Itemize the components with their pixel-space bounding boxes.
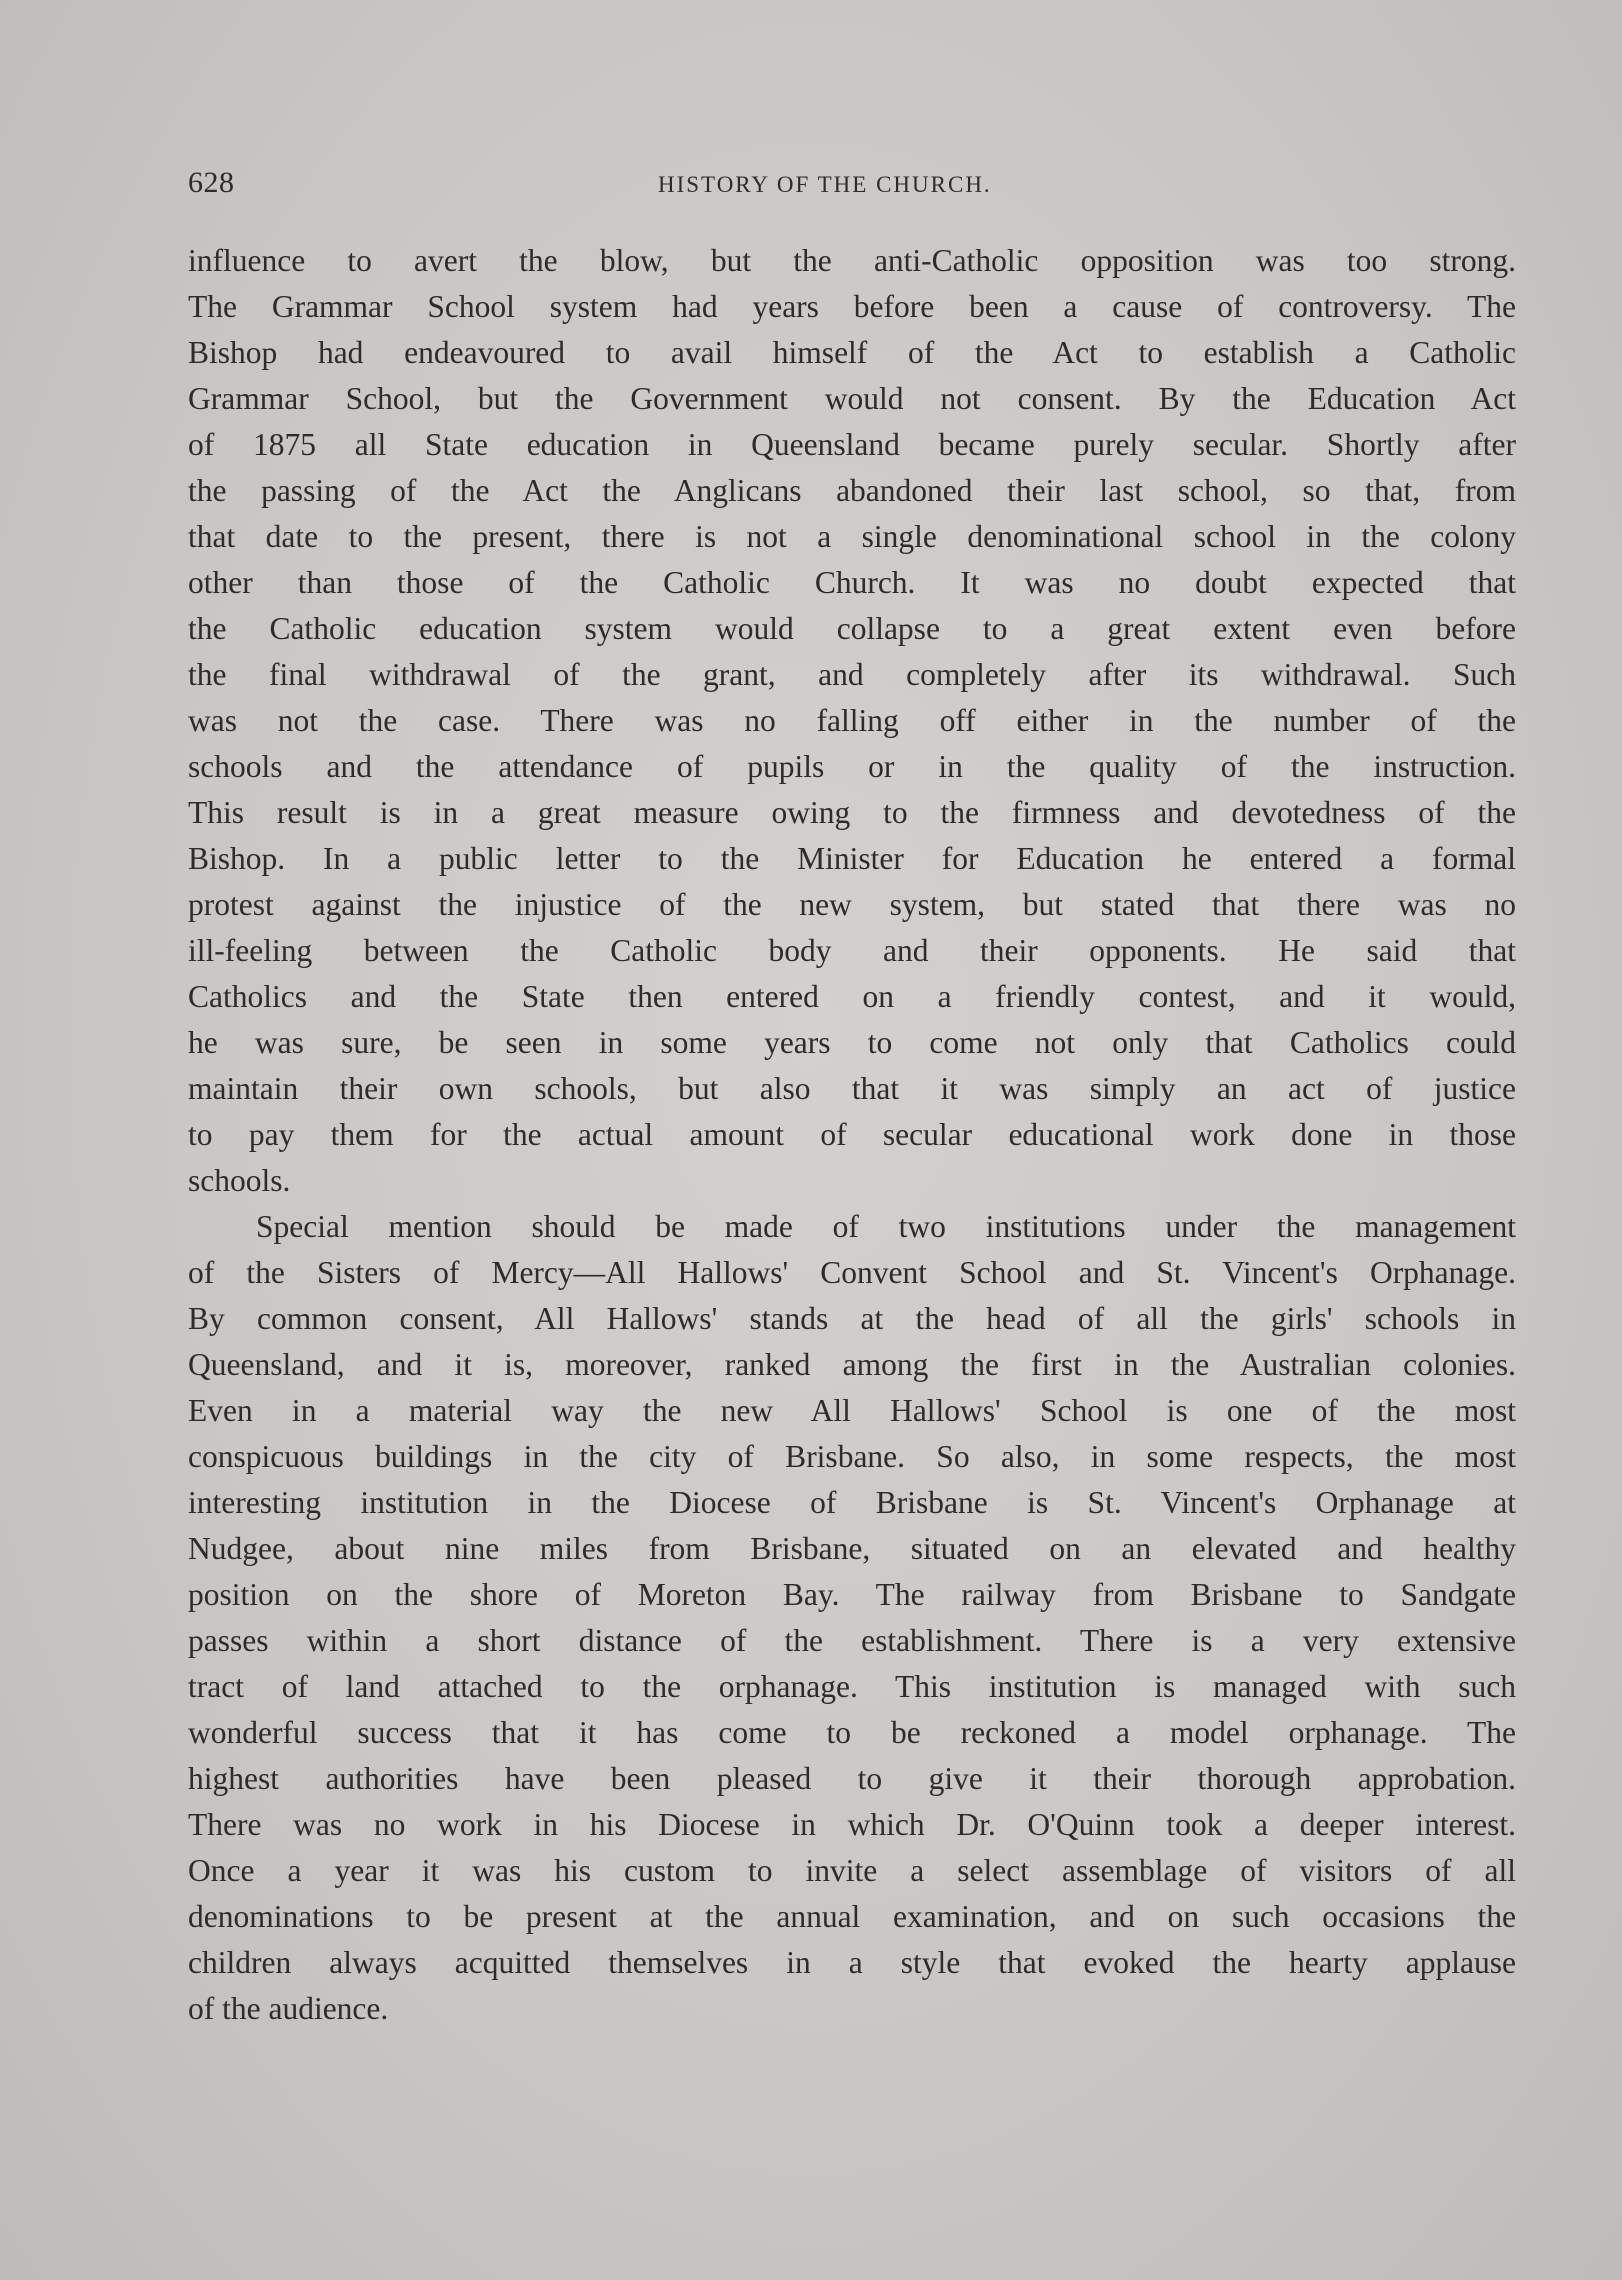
text-line: Queensland, and it is, moreover, ranked among the first in the Australian colonies. (188, 1347, 1516, 1382)
text-line: he was sure, be seen in some years to come not only that Catholics could (188, 1025, 1516, 1060)
text-line: conspicuous buildings in the city of Brisbane. So also, in some respects, the most (188, 1439, 1516, 1474)
paragraph-1 (188, 238, 1516, 1204)
text-line: the final withdrawal of the grant, and completely after its withdrawal. Such (188, 657, 1516, 692)
text-line: that date to the present, there is not a single denominational school in the colony (188, 519, 1516, 554)
text-line: By common consent, All Hallows' stands at the head of all the girls' schools in (188, 1301, 1516, 1336)
text-line: interesting institution in the Diocese of Brisbane is St. Vincent's Orphanage at (188, 1485, 1516, 1520)
text-line: schools. (188, 1163, 291, 1198)
text-line: tract of land attached to the orphanage. This institution is managed with such (188, 1669, 1516, 1704)
text-line: passes within a short distance of the establishment. There is a very extensive (188, 1623, 1516, 1658)
text-line: Catholics and the State then entered on a friendly contest, and it would, (188, 979, 1516, 1014)
text-line: protest against the injustice of the new system, but stated that there was no (188, 887, 1516, 922)
text-line: The Grammar School system had years before been a cause of controversy. The (188, 289, 1516, 324)
body-text (188, 238, 1516, 2032)
text-line: There was no work in his Diocese in which Dr. O'Quinn took a deeper interest. (188, 1807, 1516, 1842)
text-line: Once a year it was his custom to invite a select assemblage of visitors of all (188, 1853, 1516, 1888)
page-header (188, 166, 1516, 206)
text-line: Bishop had endeavoured to avail himself of the Act to establish a Catholic (188, 335, 1516, 370)
paragraph-2 (188, 1204, 1516, 2032)
page-number: 628 (188, 166, 235, 199)
text-line: highest authorities have been pleased to give it their thorough approbation. (188, 1761, 1516, 1796)
text-line: Nudgee, about nine miles from Brisbane, situated on an elevated and healthy (188, 1531, 1516, 1566)
text-line: Bishop. In a public letter to the Minister for Education he entered a formal (188, 841, 1516, 876)
text-line: the passing of the Act the Anglicans abandoned their last school, so that, from (188, 473, 1516, 508)
text-line: other than those of the Catholic Church. It was no doubt expected that (188, 565, 1516, 600)
text-line: was not the case. There was no falling off either in the number of the (188, 703, 1516, 738)
text-line: ill-feeling between the Catholic body and their opponents. He said that (188, 933, 1516, 968)
text-line: wonderful success that it has come to be reckoned a model orphanage. The (188, 1715, 1516, 1750)
running-head: HISTORY OF THE CHURCH. (658, 172, 992, 197)
text-line: to pay them for the actual amount of secular educational work done in those (188, 1117, 1516, 1152)
text-line: of the Sisters of Mercy—All Hallows' Convent School and St. Vincent's Orphanage. (188, 1255, 1516, 1290)
text-line: This result is in a great measure owing to the firmness and devotedness of the (188, 795, 1516, 830)
text-line: maintain their own schools, but also that it was simply an act of justice (188, 1071, 1516, 1106)
text-line: the Catholic education system would collapse to a great extent even before (188, 611, 1516, 646)
text-line: Special mention should be made of two institutions under the management (256, 1209, 1516, 1244)
text-line: schools and the attendance of pupils or in the quality of the instruction. (188, 749, 1516, 784)
text-line: of 1875 all State education in Queensland became purely secular. Shortly after (188, 427, 1516, 462)
text-line: influence to avert the blow, but the anti-Catholic opposition was too strong. (188, 243, 1516, 278)
text-line: children always acquitted themselves in a style that evoked the hearty applause (188, 1945, 1516, 1980)
text-line: position on the shore of Moreton Bay. The railway from Brisbane to Sandgate (188, 1577, 1516, 1612)
text-line: of the audience. (188, 1991, 389, 2026)
text-line: denominations to be present at the annual examination, and on such occasions the (188, 1899, 1516, 1934)
text-line: Grammar School, but the Government would not consent. By the Education Act (188, 381, 1516, 416)
text-line: Even in a material way the new All Hallows' School is one of the most (188, 1393, 1516, 1428)
